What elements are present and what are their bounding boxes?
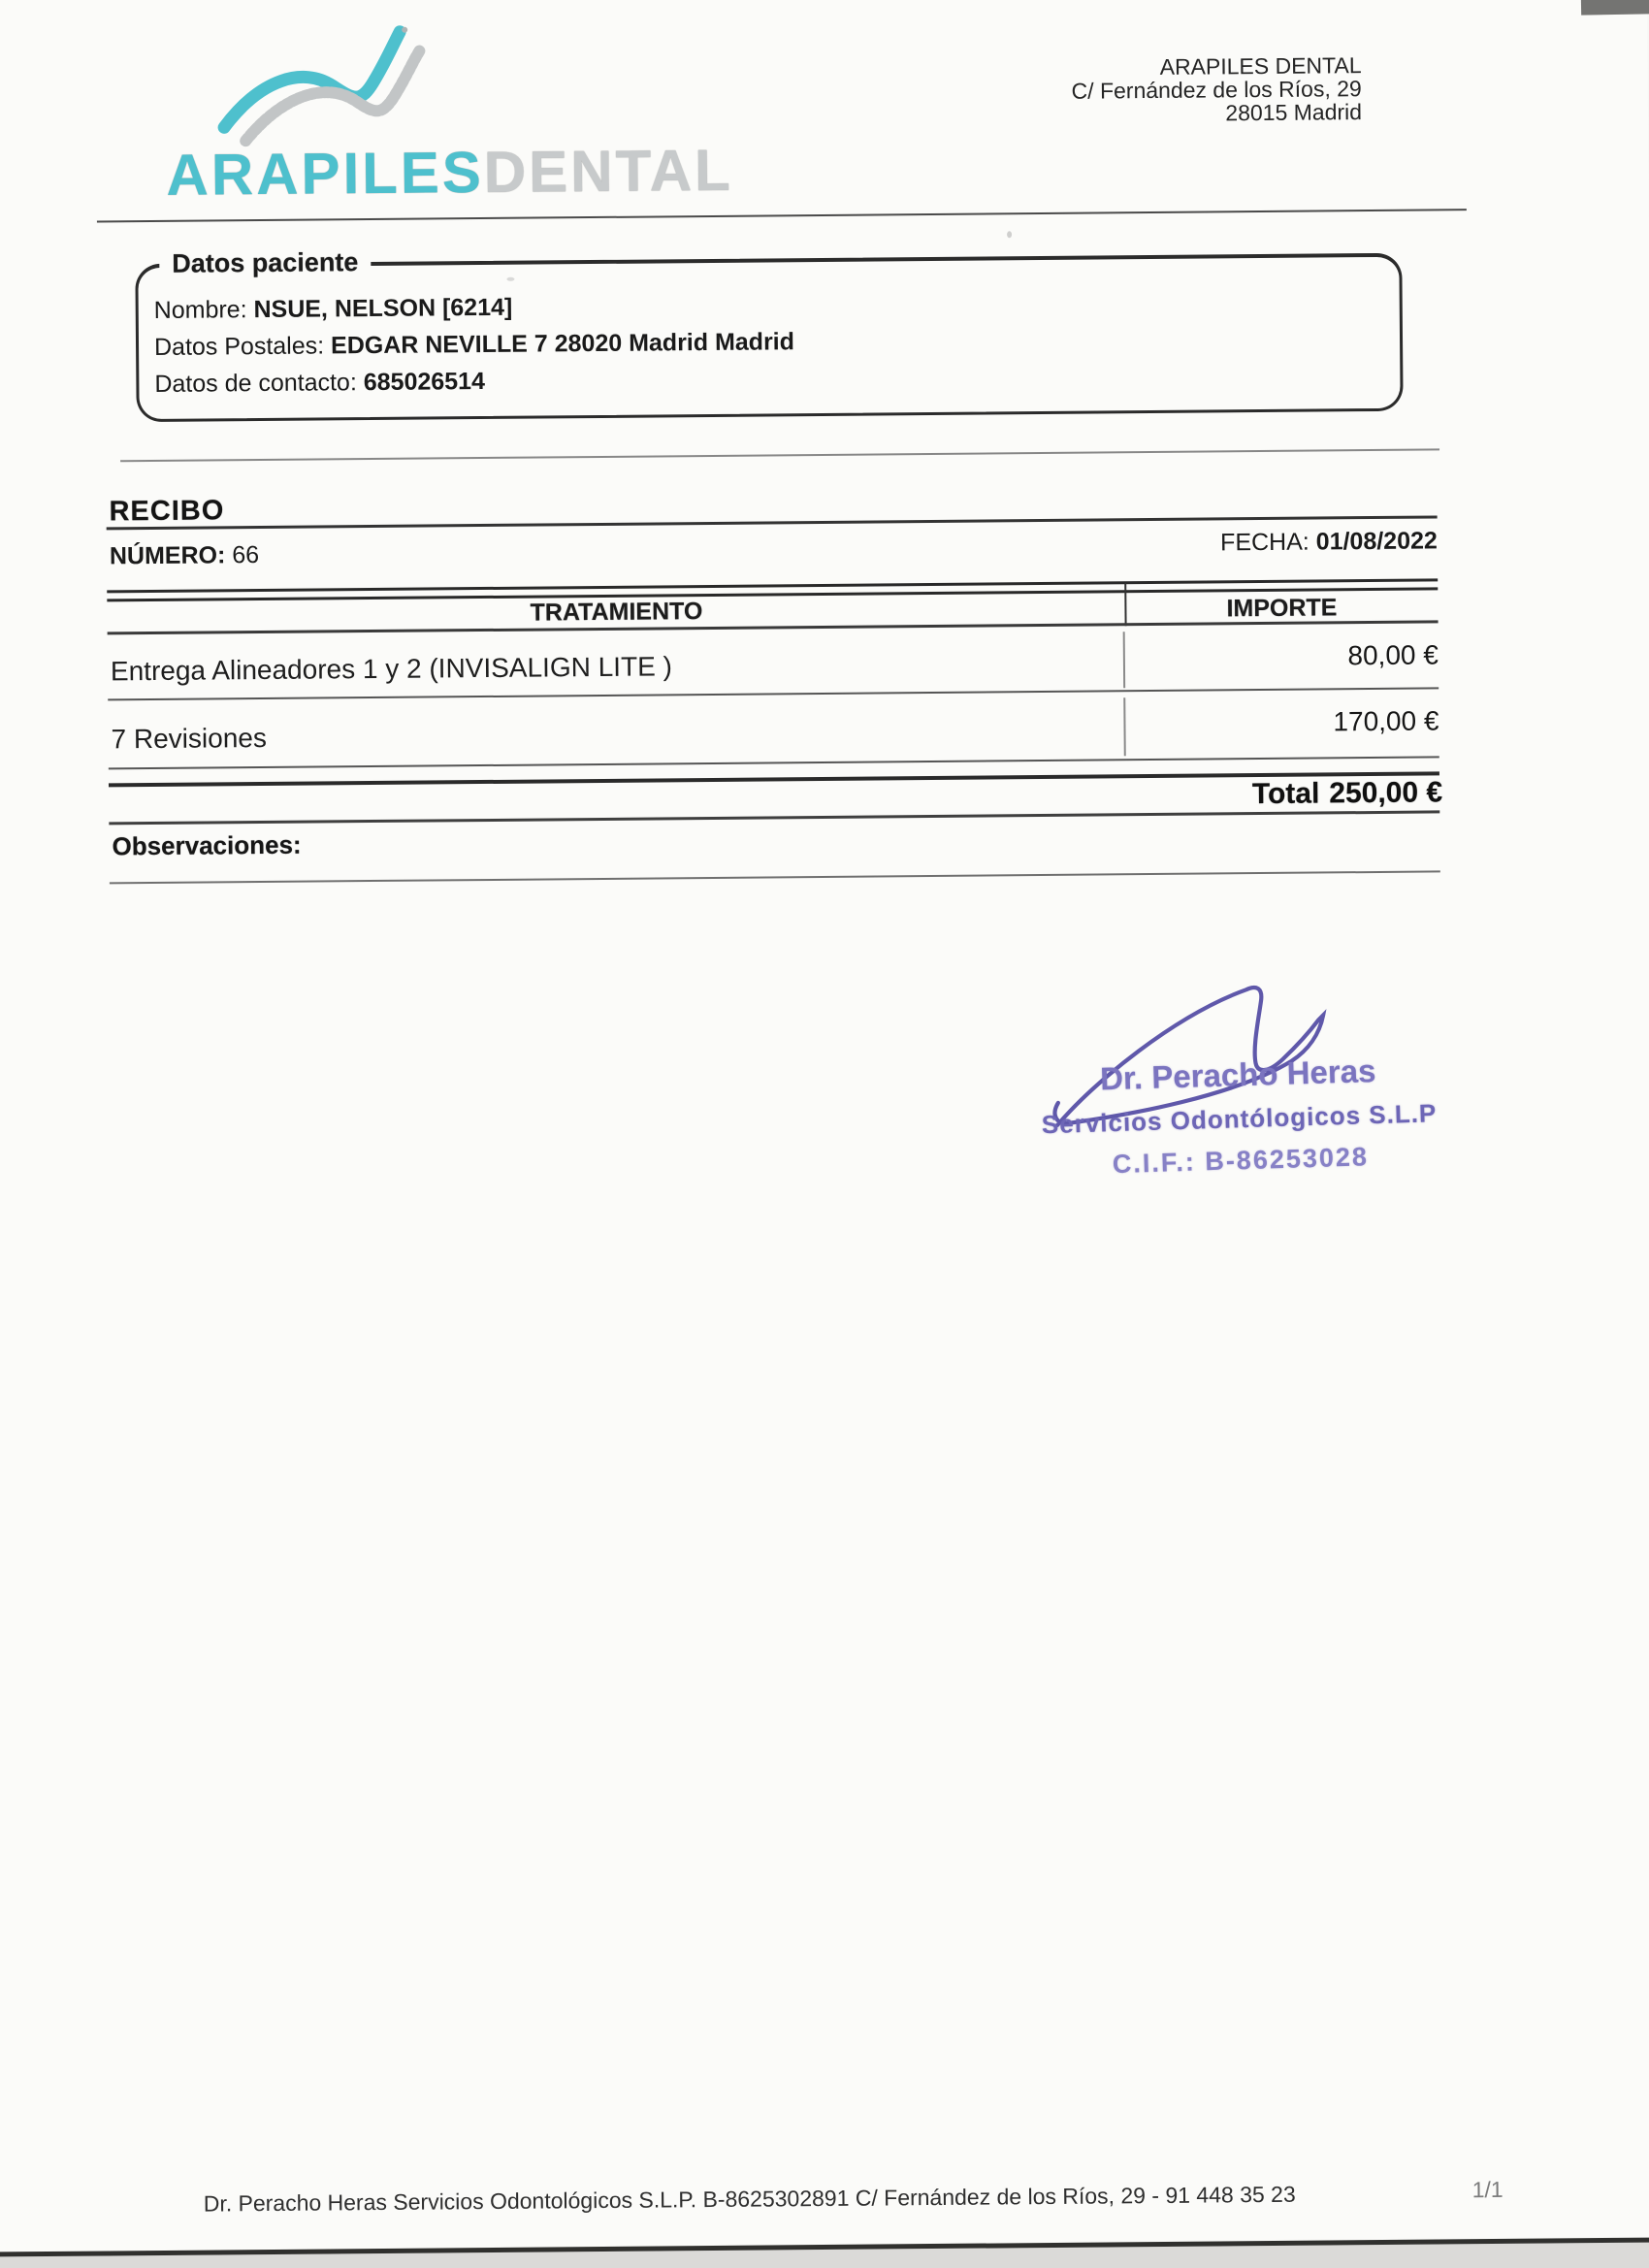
row-divider-line xyxy=(108,687,1439,700)
column-header-treatment: TRATAMIENTO xyxy=(530,598,703,627)
patient-postal-label: Datos Postales: xyxy=(153,332,332,361)
clinic-logo xyxy=(166,137,733,209)
patient-contact-field xyxy=(154,368,485,399)
receipt-number-value: 66 xyxy=(232,541,260,569)
patient-contact-label: Datos de contacto: xyxy=(154,369,364,398)
row1-column-tick xyxy=(1123,632,1126,688)
row1-amount: 80,00 € xyxy=(1347,639,1439,671)
clinic-address xyxy=(1071,53,1362,126)
patient-box-legend: Datos paciente xyxy=(159,247,371,279)
receipt-date-label: FECHA: xyxy=(1219,528,1316,557)
logo-swoosh-icon xyxy=(211,22,474,150)
clinic-street: C/ Fernández de los Ríos, 29 xyxy=(1071,76,1362,104)
clinic-stamp xyxy=(1021,1051,1456,1183)
clinic-name: ARAPILES DENTAL xyxy=(1159,52,1362,80)
scanner-edge-shadow xyxy=(1581,0,1649,16)
total-row xyxy=(1252,776,1443,811)
total-bottom-line xyxy=(109,810,1439,825)
stamp-cif: C.I.F.: B-86253028 xyxy=(1112,1142,1370,1180)
clinic-city: 28015 Madrid xyxy=(1225,99,1363,126)
patient-contact-value: 685026514 xyxy=(363,368,486,397)
header-divider-line xyxy=(97,209,1467,222)
row2-amount: 170,00 € xyxy=(1333,705,1439,737)
stamp-doctor-name: Dr. Peracho Heras xyxy=(1099,1053,1376,1097)
total-top-line xyxy=(109,771,1439,787)
patient-postal-value: EDGAR NEVILLE 7 28020 Madrid Madrid xyxy=(330,328,795,360)
row2-bottom-line xyxy=(109,756,1439,769)
section-divider-line xyxy=(120,448,1439,462)
patient-name-field xyxy=(154,294,513,325)
logo-secondary-text: DENTAL xyxy=(483,137,734,205)
page-number: 1/1 xyxy=(1471,2176,1504,2203)
row2-treatment: 7 Revisiones xyxy=(111,722,268,755)
scan-speck xyxy=(1007,231,1012,238)
row1-treatment: Entrega Alineadores 1 y 2 (INVISALIGN LITE ) xyxy=(110,651,673,687)
patient-postal-field xyxy=(154,328,794,362)
patient-name-label: Nombre: xyxy=(153,296,254,324)
stamp-company-name: Servicios Odontólogicos S.L.P xyxy=(1041,1098,1438,1140)
patient-data-box xyxy=(135,247,1403,422)
row2-column-tick xyxy=(1123,697,1126,756)
receipt-date xyxy=(1220,527,1438,557)
receipt-title: RECIBO xyxy=(109,495,225,528)
receipt-number-label: NÚMERO: xyxy=(109,541,233,570)
column-header-amount: IMPORTE xyxy=(1226,594,1338,623)
observations-label: Observaciones: xyxy=(112,829,302,861)
header-column-divider xyxy=(1124,583,1126,626)
receipt-number xyxy=(110,541,259,570)
receipt-title-underline xyxy=(107,515,1438,530)
patient-name-value: NSUE, NELSON [6214] xyxy=(253,293,513,324)
observations-line xyxy=(110,870,1440,884)
footer-text: Dr. Peracho Heras Servicios Odontológicos S.L.P. B-8625302891 C/ Fernández de los Ríos, 29 - 91 448 35 23 xyxy=(203,2181,1296,2217)
receipt-date-value: 01/08/2022 xyxy=(1315,527,1438,556)
total-value: 250,00 € xyxy=(1329,776,1443,810)
logo-primary-text: ARAPILES xyxy=(166,140,485,208)
total-label: Total xyxy=(1251,777,1320,811)
